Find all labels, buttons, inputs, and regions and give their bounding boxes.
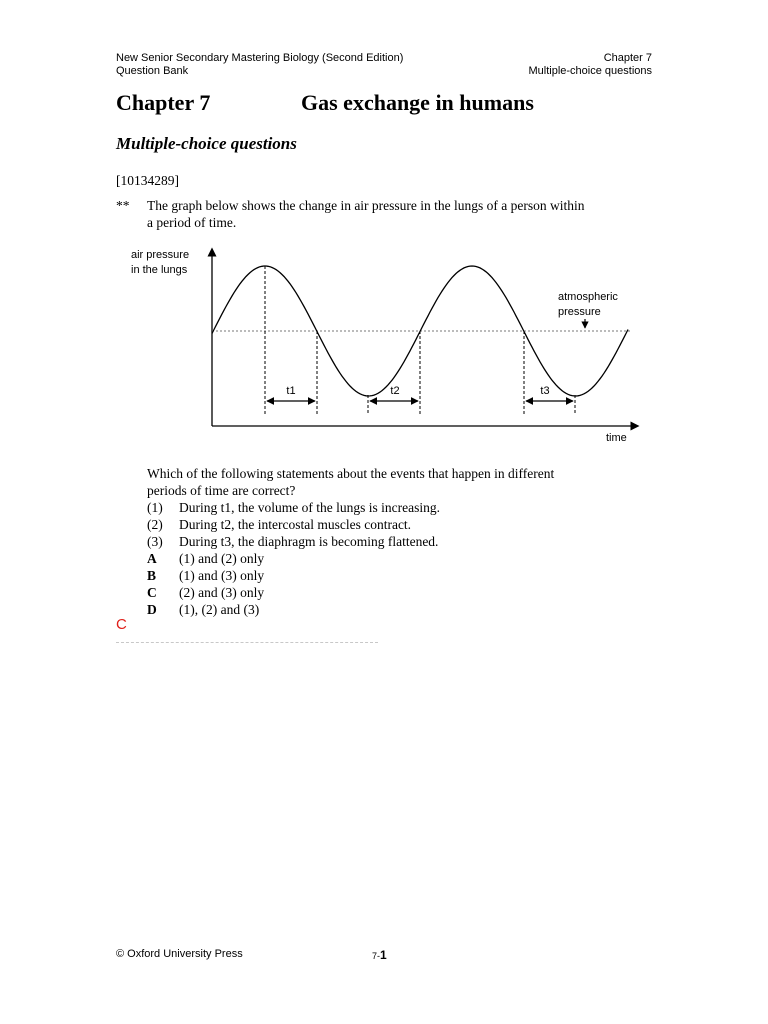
question-prompt-line1: Which of the following statements about the events that happen in different (147, 466, 555, 481)
statement-3 (147, 533, 438, 550)
atmospheric-label-line1: atmospheric (558, 291, 618, 303)
statement-2 (147, 516, 411, 533)
pressure-graph (120, 240, 650, 450)
running-header-right (528, 52, 652, 78)
y-axis-label-line2: in the lungs (131, 264, 188, 276)
book-title: New Senior Secondary Mastering Biology (Second Edition) (116, 52, 404, 64)
question-prompt-line2: periods of time are correct? (147, 483, 296, 498)
statement-text: During t1, the volume of the lungs is increasing. (179, 500, 440, 515)
question-stem-line1: The graph below shows the change in air pressure in the lungs of a person within (147, 198, 585, 213)
difficulty-marker: ** (116, 198, 130, 213)
book-subtitle: Question Bank (116, 65, 189, 77)
header-chapter: Chapter 7 (603, 52, 652, 64)
footer-page (372, 948, 387, 962)
footer-publisher: © Oxford University Press (116, 948, 243, 960)
page-number: 1 (380, 948, 387, 962)
choice-d (147, 601, 259, 618)
y-axis-label-line1: air pressure (131, 249, 190, 261)
question-id: [10134289] (116, 173, 179, 188)
statement-1 (147, 499, 440, 516)
choice-b (147, 567, 264, 584)
statement-text: During t3, the diaphragm is becoming flattened. (179, 534, 439, 549)
choice-letter: D (147, 602, 157, 617)
running-header-left (116, 52, 403, 78)
page-prefix: 7- (372, 951, 381, 961)
choice-letter: B (147, 568, 157, 583)
statement-number: (3) (147, 534, 163, 549)
section-heading: Multiple-choice questions (116, 134, 297, 153)
choice-letter: A (147, 551, 157, 566)
interval-label-t1: t1 (286, 385, 296, 397)
choice-text: (1) and (2) only (179, 551, 265, 566)
question-divider (116, 642, 378, 643)
x-axis-label: time (606, 432, 627, 444)
choice-c (147, 584, 264, 601)
interval-label-t2: t2 (390, 385, 400, 397)
chapter-number: Chapter 7 (116, 90, 211, 115)
atmospheric-label-line2: pressure (558, 306, 601, 318)
header-section: Multiple-choice questions (528, 65, 652, 77)
statement-number: (1) (147, 500, 163, 515)
choice-letter: C (147, 585, 157, 600)
answer-key: C (116, 616, 127, 633)
statement-number: (2) (147, 517, 163, 532)
choice-text: (1), (2) and (3) (179, 602, 260, 617)
choice-text: (2) and (3) only (179, 585, 265, 600)
choice-a (147, 550, 264, 567)
choice-text: (1) and (3) only (179, 568, 265, 583)
interval-label-t3: t3 (540, 385, 550, 397)
question-stem-line2: a period of time. (147, 215, 237, 230)
chapter-topic: Gas exchange in humans (301, 90, 534, 115)
statement-text: During t2, the intercostal muscles contract. (179, 517, 412, 532)
